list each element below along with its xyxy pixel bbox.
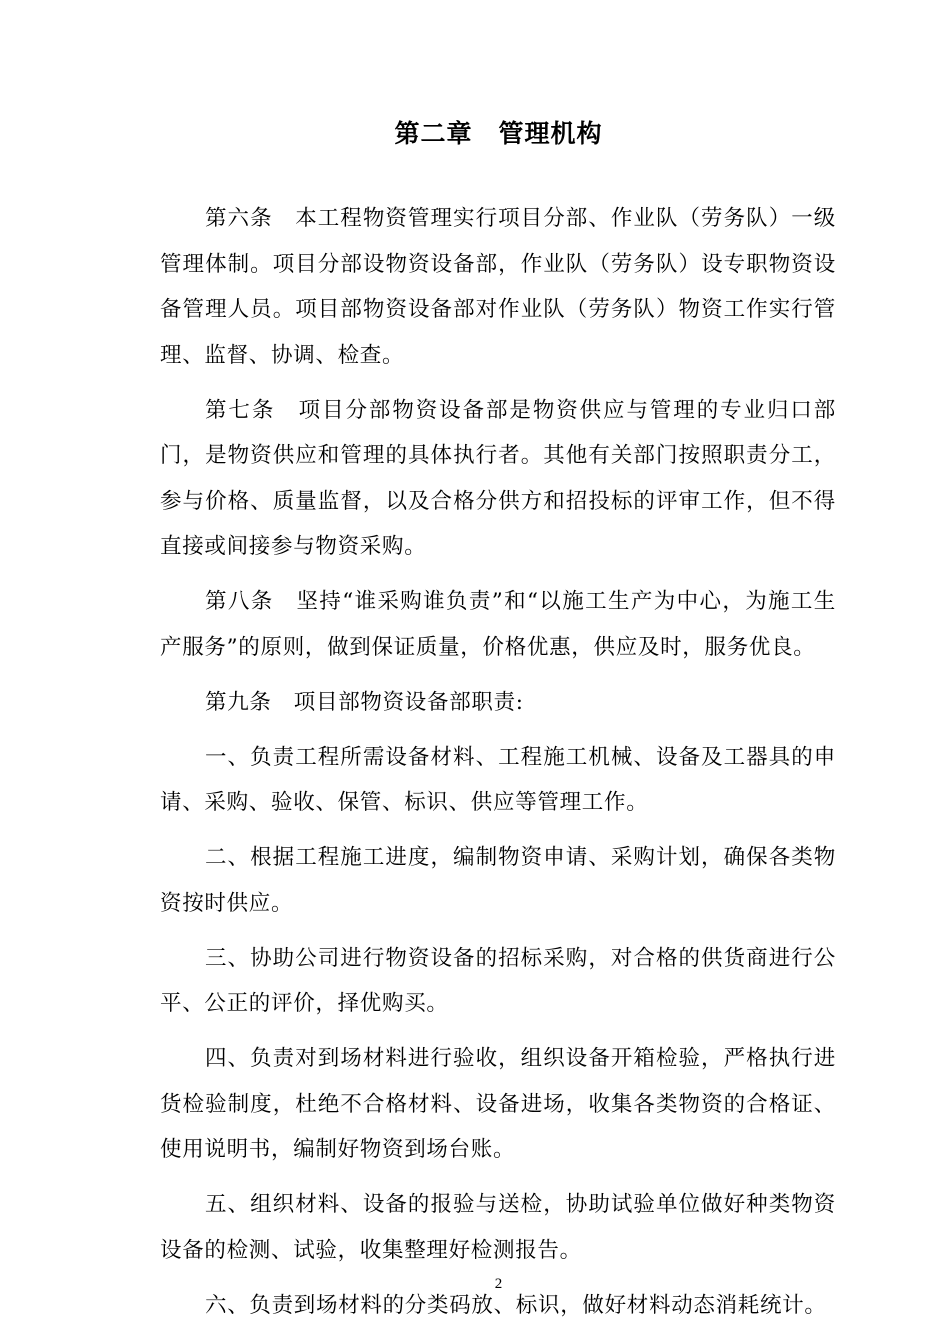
- paragraph-article-9: 第九条 项目部物资设备部职责:: [205, 689, 524, 715]
- paragraph-duty-6: 六、负责到场材料的分类码放、标识，做好材料动态消耗统计。: [205, 1292, 827, 1318]
- paragraph-duty-3: 三、协助公司进行物资设备的招标采购，对合格的供货商进行公平、公正的评价，择优购买。: [160, 945, 836, 1016]
- paragraph-duty-2: 二、根据工程施工进度，编制物资申请、采购计划，确保各类物资按时供应。: [160, 845, 836, 916]
- page-number: 2: [494, 1276, 503, 1292]
- paragraph-article-7: 第七条 项目分部物资设备部是物资供应与管理的专业归口部门，是物资供应和管理的具体执行者。其他有关部门按照职责分工，参与价格、质量监督，以及合格分供方和招投标的评审工作，但不得直接或间接参与物资采购。: [160, 397, 836, 559]
- chapter-title: 第二章 管理机构: [394, 119, 603, 148]
- paragraph-duty-5: 五、组织材料、设备的报验与送检，协助试验单位做好种类物资设备的检测、试验，收集整理好检测报告。: [160, 1192, 836, 1263]
- paragraph-article-8: 第八条 坚持“谁采购谁负责”和“以施工生产为中心，为施工生产服务”的原则，做到保证质量，价格优惠，供应及时，服务优良。: [160, 589, 836, 660]
- document-body: [160, 196, 836, 1338]
- paragraph-duty-1: 一、负责工程所需设备材料、工程施工机械、设备及工器具的申请、采购、验收、保管、标识、供应等管理工作。: [160, 744, 836, 815]
- paragraph-article-6: 第六条 本工程物资管理实行项目分部、作业队（劳务队）一级管理体制。项目分部设物资设备部，作业队（劳务队）设专职物资设备管理人员。项目部物资设备部对作业队（劳务队）物资工作实行管理、监督、协调、检查。: [160, 206, 836, 368]
- paragraph-duty-4: 四、负责对到场材料进行验收，组织设备开箱检验，严格执行进货检验制度，杜绝不合格材料、设备进场，收集各类物资的合格证、使用说明书，编制好物资到场台账。: [160, 1046, 836, 1162]
